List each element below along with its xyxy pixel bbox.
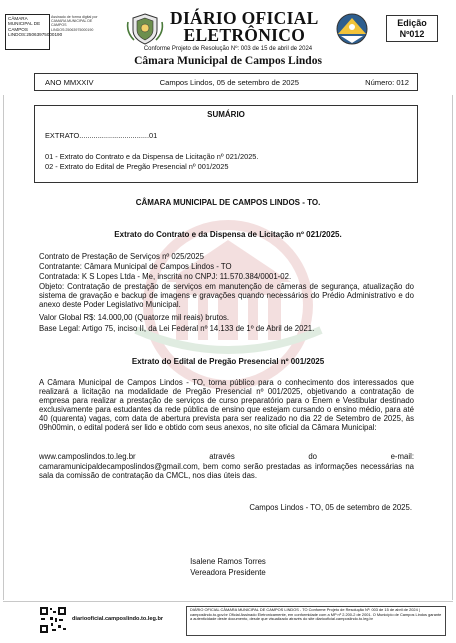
footer-divider <box>3 601 453 602</box>
closing-place-date: Campos Lindos - TO, 05 de setembro de 2025. <box>249 503 412 512</box>
summary-title: SUMÁRIO <box>207 110 245 119</box>
contract-object: Objeto: Contratação de prestação de serviços em manutenção de câmeras de segurança, atualização do sistema de gravação e backup de imagens e gravações quando necessários do Prédio Administrativo e do anexo deste Poder Legislativo Municipal. <box>39 282 414 309</box>
issue-place-date: Campos Lindos, 05 de setembro de 2025 <box>159 77 299 87</box>
edition-label: Edição <box>397 18 427 28</box>
chamber-heading: CÂMARA MUNICIPAL DE CAMPOS LINDOS - TO. <box>135 198 321 207</box>
gazette-title-line2: ELETRÔNICO <box>183 25 306 45</box>
summary-item-1: 01 - Extrato do Contrato e da Dispensa de Licitação nº 021/2025. <box>45 152 259 161</box>
municipal-crest-icon <box>124 12 166 46</box>
contracted-party: Contratada: K S Lopes Ltda - Me, inscrita no CNPJ: 11.570.384/0001-02. <box>39 272 292 281</box>
gazette-title-line1: DIÁRIO OFICIAL <box>170 8 319 28</box>
resolution-note: Conforme Projeto de Resolução Nº: 003 de 15 de abril de 2024 <box>143 46 313 52</box>
website-line <box>39 452 414 461</box>
section2-title: Extrato do Edital de Pregão Presencial nº 001/2025 <box>131 357 325 366</box>
legal-basis: Base Legal: Artigo 75, inciso II, da Lei Federal nº 14.133 de 1º de Abril de 2021. <box>39 324 315 333</box>
footer-authenticity-note: DIÁRIO OFICIAL CÂMARA MUNICIPAL DE CAMPOS LINDOS - TO Conforme Projeto de Resolução Nº: 003 de 15 de abril de 2024 | camposlindo.to.gov.br Oficial Assinado Eletronicamente, em conformidade com a MP nº 2.200-2 de 2001. O Município de Campos Lindos garante a autenticidade deste documento, desde que visualizado através do site diariooficial.camposlindo.to.leg.br <box>186 606 446 636</box>
signer-role: Vereadora Presidente <box>190 568 266 577</box>
edition-number: Nº012 <box>399 29 425 39</box>
footer-url[interactable]: diariooficial.camposlindo.to.leg.br <box>72 616 164 622</box>
summary-item-2: 02 - Extrato do Edital de Pregão Presencial nº 001/2025 <box>45 162 229 171</box>
signature-note: Assinado de forma digital por CAMARA MUNICIPAL DE CAMPOS LINDOS:25063975000190 <box>51 15 98 32</box>
qr-code-icon[interactable] <box>39 606 67 634</box>
gazette-title <box>170 10 319 44</box>
issue-year: ANO MMXXIV <box>45 77 94 87</box>
contract-value: Valor Global R$: 14.000,00 (Quatorze mil reais) brutos. <box>39 313 230 322</box>
section1-title: Extrato do Contrato e da Dispensa de Licitação nº 021/2025. <box>114 230 342 239</box>
signer-name: Isalene Ramos Torres <box>190 557 266 566</box>
state-seal-icon <box>331 12 373 46</box>
edition-box <box>386 15 438 42</box>
email-paragraph: camaramunicipaldecamposlindos@gmail.com, bem como serão prestadas as informações necessárias na sala da comissão de contratação da CMCL, nos dias úteis das. <box>39 462 414 480</box>
digital-signature-stamp: CÂMARA MUNICIPAL DE CAMPOS LINDOS:25063975000190 <box>5 14 50 50</box>
website-connector: através <box>209 452 235 461</box>
contract-number: Contrato de Prestação de Serviços nº 025/2025 <box>39 252 204 261</box>
chamber-title: Câmara Municipal de Campos Lindos <box>134 55 322 67</box>
summary-box <box>34 105 418 183</box>
website-connector-do: do <box>308 452 318 461</box>
issue-number: Número: 012 <box>365 77 409 87</box>
contracting-party: Contratante: Câmara Municipal de Campos Lindos - TO <box>39 262 232 271</box>
bid-notice-paragraph: A Câmara Municipal de Campos Lindos - TO, torna público para o conhecimento dos interessados que realizará a licitação na modalidade de Pregão Presencial nº 001/2025, objetivando a contratação de empresa para realizar a prestação de serviços de curso preparatório para o Enem e Vestibular destinado exclusivamente para estudantes da rede pública de ensino que estejam cursando o ensino médio, para até 40 (quarenta) vagas, com data de abertura prevista para ser realizado no dia 22 de Setembro de 2025, às 09h00min, o edital poderá ser lido e obtido com seus anexos, no site oficial da Câmara Municipal: <box>39 378 414 432</box>
issue-info-bar <box>34 73 418 91</box>
summary-extrato-entry: EXTRATO..................................01 <box>45 131 158 140</box>
email-label: e-mail: <box>390 452 414 461</box>
website-link[interactable]: www.camposlindos.to.leg.br <box>39 452 136 461</box>
